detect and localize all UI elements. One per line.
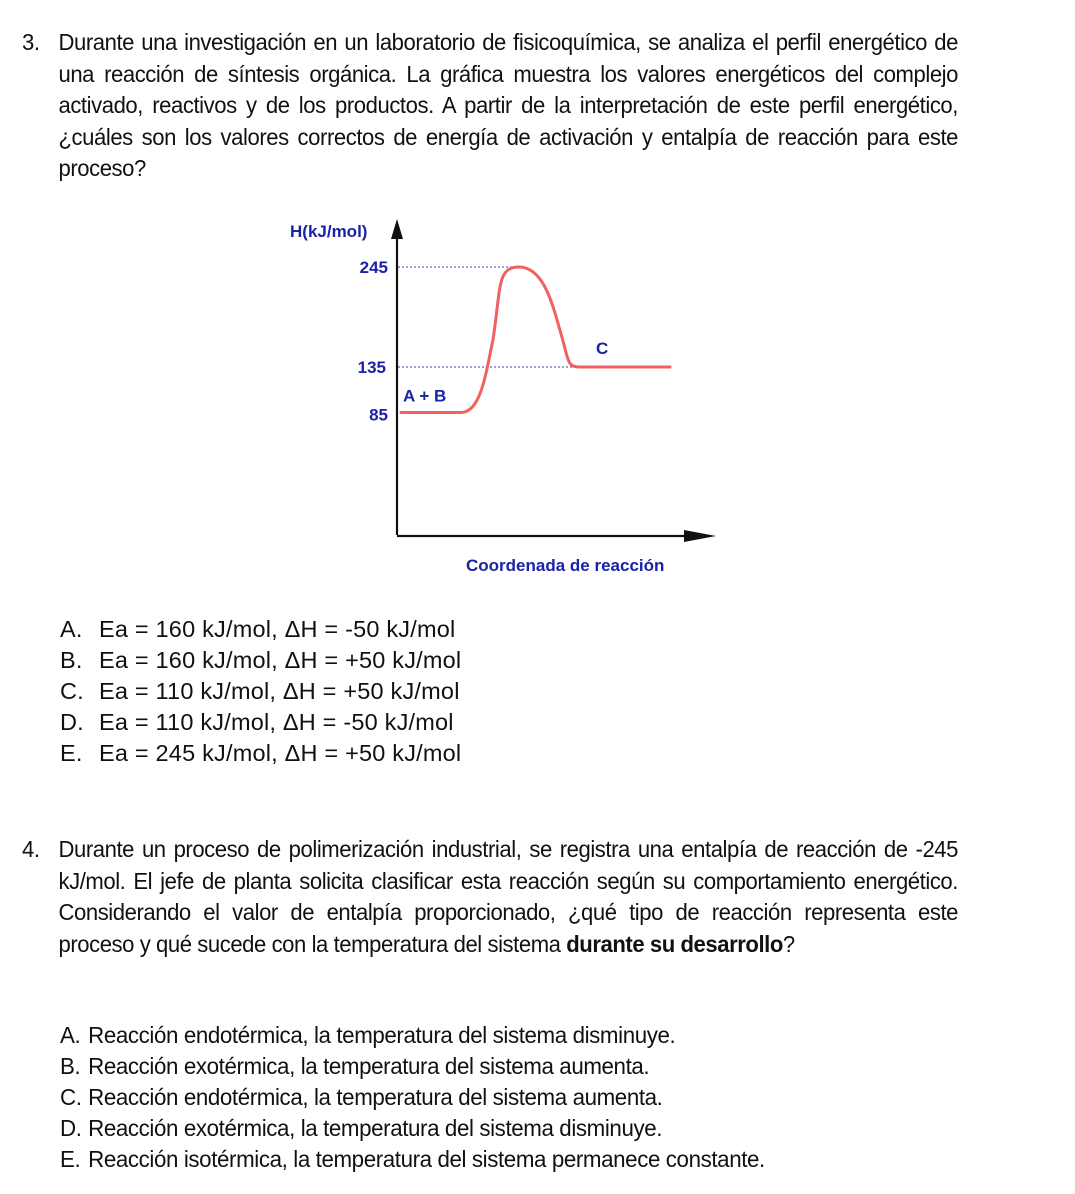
option-e[interactable] (60, 738, 461, 769)
question-text: Durante una investigación en un laboratorio de fisicoquímica, se analiza el perfil energético de una reacción de síntesis orgánica. La gráfica muestra los valores energéticos del complejo activado, reactivos y de los productos. A partir de la interpretación de este perfil energético, ¿cuáles son los valores correctos de energía de activación y entalpía de reacción para este proceso? (58, 29, 959, 181)
option-letter: D. (60, 709, 84, 735)
question-number: 4. (22, 836, 40, 862)
products-label: C (596, 339, 609, 358)
option-b[interactable] (60, 645, 461, 676)
question-4-options (60, 1020, 787, 1175)
option-b[interactable] (60, 1051, 765, 1082)
energy-profile-chart (270, 205, 730, 595)
y-axis-arrow-icon (391, 219, 403, 239)
option-d[interactable] (60, 707, 461, 738)
option-a[interactable] (60, 614, 461, 645)
x-axis-label: Coordenada de reacción (466, 556, 665, 575)
question-text-emphasis: durante su desarrollo (566, 930, 783, 957)
option-text: Ea = 160 kJ/mol, ΔH = +50 kJ/mol (99, 647, 462, 673)
option-text: Ea = 110 kJ/mol, ΔH = -50 kJ/mol (99, 709, 454, 735)
question-text-end: ? (782, 930, 795, 957)
y-tick-label: 85 (369, 405, 388, 425)
question-3-stem (22, 27, 958, 185)
option-text: Reacción endotérmica, la temperatura del sistema aumenta. (88, 1084, 663, 1110)
y-axis-label: H(kJ/mol) (290, 222, 368, 241)
option-d[interactable] (60, 1113, 765, 1144)
option-a[interactable] (60, 1020, 765, 1051)
x-axis-arrow-icon (684, 530, 716, 542)
option-letter: A. (60, 1022, 81, 1048)
question-4-stem (22, 834, 958, 960)
question-text-plain: Durante un proceso de polimerización industrial, se registra una entalpía de reacción de -245 kJ/mol. El jefe de planta solicita clasificar esta reacción según su comportamiento energético. Considerando el valor de entalpía proporcionado, ¿qué tipo de reacción representa este proceso y qué sucede con la temperatura del sistema (58, 836, 959, 957)
question-number: 3. (22, 29, 40, 55)
reactants-label: A + B (403, 386, 447, 406)
option-letter: E. (60, 1146, 81, 1172)
question-text (22, 834, 958, 960)
option-e[interactable] (60, 1144, 765, 1175)
reference-lines (398, 267, 670, 367)
option-c[interactable] (60, 676, 461, 707)
option-letter: C. (60, 1084, 82, 1110)
option-text: Reacción exotérmica, la temperatura del sistema aumenta. (88, 1053, 650, 1079)
option-text: Ea = 110 kJ/mol, ΔH = +50 kJ/mol (99, 678, 460, 704)
y-tick-label: 245 (359, 258, 388, 277)
option-text: Reacción exotérmica, la temperatura del sistema disminuye. (88, 1115, 663, 1141)
option-letter: B. (60, 647, 83, 673)
option-text: Ea = 160 kJ/mol, ΔH = -50 kJ/mol (99, 616, 456, 642)
question-3-options (60, 614, 461, 769)
y-tick-label: 135 (357, 358, 386, 377)
option-letter: B. (60, 1053, 81, 1079)
option-text: Ea = 245 kJ/mol, ΔH = +50 kJ/mol (99, 740, 462, 766)
option-text: Reacción isotérmica, la temperatura del sistema permanece constante. (88, 1146, 765, 1172)
option-letter: A. (60, 616, 83, 642)
option-text: Reacción endotérmica, la temperatura del sistema disminuye. (88, 1022, 676, 1048)
option-letter: E. (60, 740, 83, 766)
option-letter: C. (60, 678, 84, 704)
option-letter: D. (60, 1115, 82, 1141)
option-c[interactable] (60, 1082, 765, 1113)
